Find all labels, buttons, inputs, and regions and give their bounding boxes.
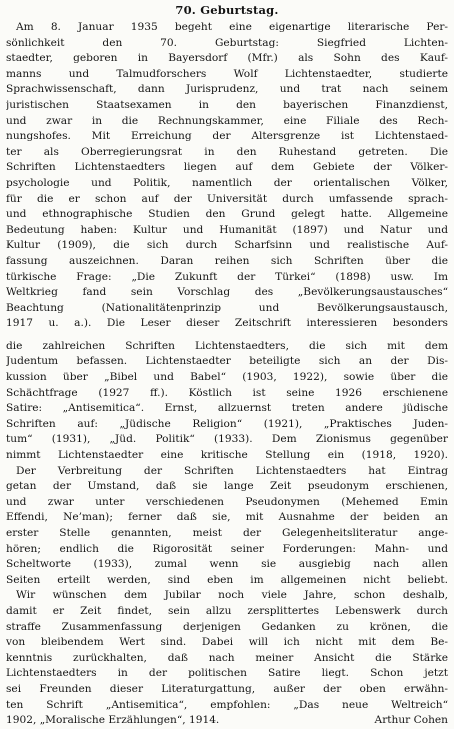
text-line: Lichtenstaedters in der politischen Satire liegt. Schon jetzt [6, 667, 448, 680]
text-line: sönlichkeit den 70. Geburtstag: Siegfried Lichten- [6, 36, 448, 49]
text-line: manns und Talmudforschers Wolf Lichtenstaedter, studierte [6, 67, 448, 80]
text-line: und zwar in die Rechnungskammer, eine Filiale des Rech- [6, 114, 448, 127]
text-line: erster Stelle genannten, meist der Gelegenheitsliteratur ange- [6, 527, 448, 539]
text-line: Schriften Lichtenstaedters liegen auf dem Gebiete der Völker- [6, 161, 448, 174]
text-line: fassung auszeichnen. Daran reihen sich Schriften über die [6, 254, 448, 267]
text-line: nungshofes. Mit Erreichung der Altersgrenze ist Lichtenstaed- [6, 130, 448, 143]
paragraph-1 [6, 20, 448, 332]
text-line: 1917 u. a.). Die Leser dieser Zeitschrift interessieren besonders [6, 317, 448, 330]
text-line: Am 8. Januar 1935 begeht eine eigenartige literarische Per- [16, 21, 448, 33]
text-line: Scheltworte (1933), zumal wenn sie ausgiebig nach allen [6, 558, 448, 571]
text-line: ter als Oberregierungsrat in den Ruhestand getreten. Die [6, 145, 448, 158]
text-line: sei Freunden dieser Literaturgattung, außer der oben erwähn- [6, 682, 448, 695]
text-line: Weltkrieg fand sein Vorschlag des „Bevölkerungsaustausches“ [6, 286, 448, 299]
paragraph-2 [6, 339, 448, 729]
text-line: damit er Zeit findet, sein allzu zersplittertes Lebenswerk durch [6, 604, 448, 617]
text-line: Der Verbreitung der Schriften Lichtenstaedters hat Eintrag [16, 464, 448, 477]
text-line: Beachtung (Nationalitätenprinzip und Bevölkerungsaustausch, [6, 301, 448, 314]
text-line: ten Schrift „Antisemitica“, empfohlen: „Das neue Weltreich“ [6, 698, 448, 711]
text-line [6, 713, 448, 729]
text-line: tum“ (1931), „Jüd. Politik“ (1933). Dem Zionismus gegenüber [6, 433, 448, 446]
text-line: juristischen Staatsexamen in den bayerischen Finanzdienst, [6, 98, 448, 111]
text-line: Wir wünschen dem Jubilar noch viele Jahre, schon deshalb, [16, 589, 448, 602]
text-line: und zwar unter verschiedenen Pseudonymen (Mehemed Emin [6, 495, 448, 508]
text-line: Schriften auf: „Jüdische Religion“ (1921), „Praktisches Juden- [6, 417, 448, 430]
paragraph-gap [6, 332, 448, 339]
text-line: Satire: „Antisemitica“. Ernst, allzuernst treten andere jüdische [6, 402, 448, 415]
text-line: Seiten erteilt werden, sind eben im allgemeinen nicht beliebt. [6, 573, 448, 586]
text-line: psychologie und Politik, namentlich der orientalischen Völker, [6, 176, 448, 189]
text-line-content: 1902, „Moralische Erzählungen“, 1914. [6, 714, 220, 727]
text-line: hören; endlich die Rigorosität seiner Forderungen: Mahn- und [6, 542, 448, 555]
text-line: kenntnis zurückhalten, daß nach meiner Ansicht die Stärke [6, 651, 448, 664]
text-line: von bleibendem Wert sind. Dabei will ich nicht mit dem Be- [6, 636, 448, 649]
text-line: Judentum befassen. Lichtenstaedter beteiligte sich an der Dis- [6, 355, 448, 368]
text-line: kussion über „Bibel und Babel“ (1903, 1922), sowie über die [6, 371, 448, 384]
text-line: straffe Zusammenfassung derjenigen Gedanken zu krönen, die [6, 620, 448, 633]
text-line: Sprachwissenschaft, dann Jurisprudenz, und trat nach seinem [6, 83, 448, 96]
text-line: Bedeutung haben: Kultur und Humanität (1897) und Natur und [6, 223, 448, 236]
text-line: für die er schon auf der Universität durch umfassende sprach- [6, 192, 448, 205]
text-line: und ethnographische Studien den Grund gelegt hatte. Allgemeine [6, 208, 448, 221]
text-line: staedter, geboren in Bayersdorf (Mfr.) als Sohn des Kauf- [6, 52, 448, 65]
text-line: getan der Umstand, daß sie lange Zeit pseudonym erschienen, [6, 480, 448, 493]
text-line: Schächtfrage (1927 ff.). Köstlich ist seine 1926 erschienene [6, 386, 448, 399]
text-line: die zahlreichen Schriften Lichtenstaedters, die sich mit dem [6, 339, 448, 352]
text-line: Kultur (1909), die sich durch Scharfsinn und realistische Auf- [6, 239, 448, 252]
text-line: Effendi, Ne’man); ferner daß sie, mit Ausnahme der beiden an [6, 511, 448, 524]
text-line: nimmt Lichtenstaedter eine kritische Stellung ein (1918, 1920). [6, 449, 448, 462]
text-line: türkische Frage: „Die Zukunft der Türkei“ (1898) usw. Im [6, 270, 448, 283]
author-signature: Arthur Cohen [374, 714, 448, 727]
article-heading: 70. Geburtstag. [175, 3, 279, 17]
